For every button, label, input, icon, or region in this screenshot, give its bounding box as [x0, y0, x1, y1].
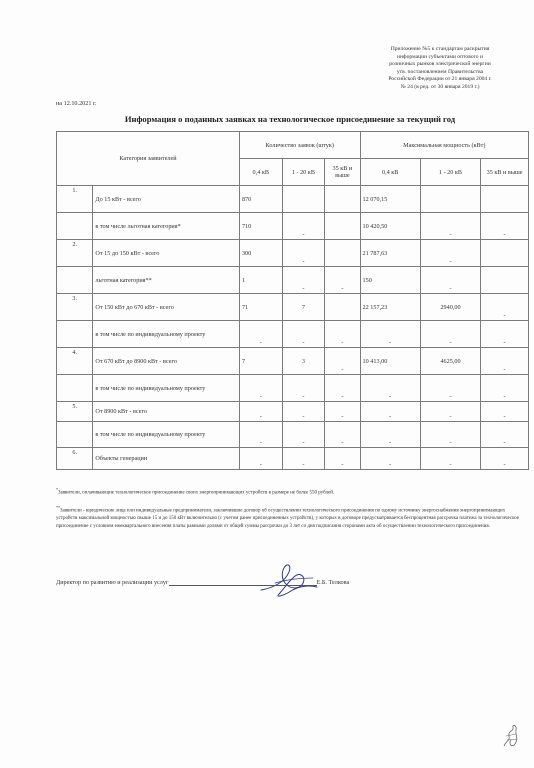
value-cell	[325, 294, 360, 321]
regulation-note-line: розничных рынков электрической энергии	[389, 61, 491, 68]
table-row	[57, 402, 529, 422]
value-cell: -	[325, 422, 360, 448]
value-cell: -	[239, 448, 282, 470]
value-cell: -	[360, 402, 420, 422]
value-cell: -	[420, 213, 480, 240]
value-cell: 4625,00	[420, 348, 480, 375]
value-cell: -	[360, 375, 420, 402]
value-cell: 10 413,00	[360, 348, 420, 375]
value-cell: -	[420, 321, 480, 348]
subheader-cell: 0,4 кВ	[360, 159, 420, 186]
subheader-cell: 35 кВ и выше	[481, 159, 529, 186]
row-label: От 15 до 150 кВт - всего	[93, 240, 240, 267]
row-label: Объекты генерации	[93, 448, 240, 470]
value-cell: 300	[239, 240, 282, 267]
regulation-note	[360, 46, 520, 92]
subheader-cell: 1 - 20 кВ	[420, 159, 480, 186]
row-number: 5.	[57, 402, 93, 422]
value-cell: -	[325, 448, 360, 470]
table-row	[57, 294, 529, 321]
value-cell: -	[420, 375, 480, 402]
signer-role: Директор по развитию и реализации услуг	[56, 579, 169, 586]
value-cell: -	[420, 267, 480, 294]
row-label: в том числе по индивидуальному проекту	[93, 422, 240, 448]
value-cell: -	[325, 402, 360, 422]
footnote-mark: *	[56, 487, 58, 492]
row-label: льготная категория**	[93, 267, 240, 294]
value-cell: 150	[360, 267, 420, 294]
table-row	[57, 448, 529, 470]
signature-line	[56, 578, 526, 586]
value-cell: -	[282, 448, 325, 470]
value-cell: -	[420, 240, 480, 267]
regulation-note-line: утв. постановлением Правительства	[396, 68, 484, 75]
value-cell: -	[239, 321, 282, 348]
margin-scribble	[500, 722, 522, 755]
row-number	[57, 267, 93, 294]
value-cell: -	[481, 321, 529, 348]
subheader-cell: 0,4 кВ	[239, 159, 282, 186]
footnote-mark: **	[56, 505, 60, 511]
row-number: 1.	[57, 186, 93, 213]
value-cell: -	[282, 375, 325, 402]
value-cell: -	[481, 348, 529, 375]
value-cell: -	[420, 422, 480, 448]
value-cell	[282, 186, 325, 213]
document-title: Информация о поданных заявках на технологическое присоединение за текущий год	[124, 114, 456, 124]
header-power: Максимальная мощность (кВт)	[360, 132, 528, 159]
value-cell: -	[325, 321, 360, 348]
value-cell: 21 787,63	[360, 240, 420, 267]
regulation-note-line: информации субъектами оптового и	[397, 53, 483, 60]
row-label: До 15 кВт - всего	[93, 186, 240, 213]
table-row	[57, 213, 529, 240]
row-number	[57, 422, 93, 448]
value-cell: -	[282, 240, 325, 267]
value-cell: 2940,00	[420, 294, 480, 321]
row-number	[57, 321, 93, 348]
row-label: в том числе по индивидуальному проекту	[93, 375, 240, 402]
value-cell: -	[239, 375, 282, 402]
table-row	[57, 348, 529, 375]
value-cell: -	[481, 422, 529, 448]
requests-table	[56, 131, 529, 470]
row-number	[57, 213, 93, 240]
value-cell: -	[282, 267, 325, 294]
value-cell: 3	[282, 348, 325, 375]
header-requests: Количество заявок (штук)	[239, 132, 360, 159]
subheader-cell: 35 кВ и выше	[325, 159, 360, 186]
report-date: на 12.10.2021 г.	[56, 100, 97, 107]
table-header-row	[57, 132, 529, 159]
value-cell: 71	[239, 294, 282, 321]
value-cell	[325, 240, 360, 267]
row-label: От 8900 кВт - всего	[93, 402, 240, 422]
subheader-cell: 1 - 20 кВ	[282, 159, 325, 186]
value-cell: 870	[239, 186, 282, 213]
value-cell: -	[420, 402, 480, 422]
value-cell: -	[325, 348, 360, 375]
value-cell: -	[481, 375, 529, 402]
value-cell: -	[325, 267, 360, 294]
value-cell: -	[239, 402, 282, 422]
value-cell: 12 070,15	[360, 186, 420, 213]
value-cell: -	[282, 213, 325, 240]
row-label: От 150 кВт до 670 кВт - всего	[93, 294, 240, 321]
value-cell: -	[239, 422, 282, 448]
value-cell: -	[360, 448, 420, 470]
value-cell: -	[481, 402, 529, 422]
footnotes	[56, 486, 526, 537]
footnote-text: Заявители - юридические лица или индивидуальные предприниматели, заключившие договор об осуществлении технологического присоединения по одному источнику энергоснабжения энергопринимающих устройств максимальной мощностью свыше 15 и до 150 кВт включительно (с учетом ранее присоединенных устройств), у которых в договоре предусматривается беспроцентная рассрочка платежа за технологическое присоединение с условием ежеквартального внесения платы равными долями от общей суммы рассрочки до 3 лет со дня подписания сторонами акта об осуществлении технологического присоединения.	[56, 508, 520, 529]
row-number: 3.	[57, 294, 93, 321]
table-row	[57, 240, 529, 267]
value-cell: -	[360, 321, 420, 348]
value-cell: -	[282, 422, 325, 448]
value-cell: 22 157,23	[360, 294, 420, 321]
value-cell	[481, 186, 529, 213]
value-cell: 10 420,50	[360, 213, 420, 240]
value-cell	[481, 267, 529, 294]
value-cell	[481, 240, 529, 267]
footnote-text: Заявители, оплачивающие технологическое присоединение своих энергопринимающих устройств в размере не более 550 рублей.	[58, 490, 335, 496]
row-number	[57, 375, 93, 402]
table-row	[57, 375, 529, 402]
value-cell	[420, 186, 480, 213]
signature-underline	[169, 578, 317, 586]
footnote-2	[56, 504, 526, 530]
table-row	[57, 422, 529, 448]
regulation-note-line: Приложение №5 к стандартам раскрытия	[390, 46, 490, 52]
signer-name: Е.Б. Телкова	[316, 579, 350, 586]
table-row	[57, 321, 529, 348]
value-cell: -	[360, 422, 420, 448]
value-cell: -	[420, 448, 480, 470]
value-cell: 710	[239, 213, 282, 240]
value-cell: -	[481, 294, 529, 321]
table-row	[57, 186, 529, 213]
header-category: Категория заявителей	[57, 132, 240, 186]
value-cell: 1	[239, 267, 282, 294]
row-number: 2.	[57, 240, 93, 267]
value-cell	[325, 186, 360, 213]
value-cell: -	[282, 321, 325, 348]
value-cell	[325, 213, 360, 240]
value-cell: -	[282, 402, 325, 422]
footnote-1	[56, 486, 526, 497]
row-label: От 670 кВт до 8900 кВт - всего	[93, 348, 240, 375]
regulation-note-line: № 24 (в ред. от 30 января 2019 г.)	[400, 83, 480, 90]
value-cell: -	[481, 213, 529, 240]
value-cell: -	[481, 448, 529, 470]
regulation-note-line: Российской Федерации от 21 января 2004 г.	[388, 76, 492, 83]
row-number: 4.	[57, 348, 93, 375]
value-cell: 7	[282, 294, 325, 321]
value-cell: -	[325, 375, 360, 402]
row-label: в том числе по индивидуальному проекту	[93, 321, 240, 348]
row-number: 6.	[57, 448, 93, 470]
row-label: в том числе льготная категория*	[93, 213, 240, 240]
table-row	[57, 267, 529, 294]
value-cell: 7	[239, 348, 282, 375]
